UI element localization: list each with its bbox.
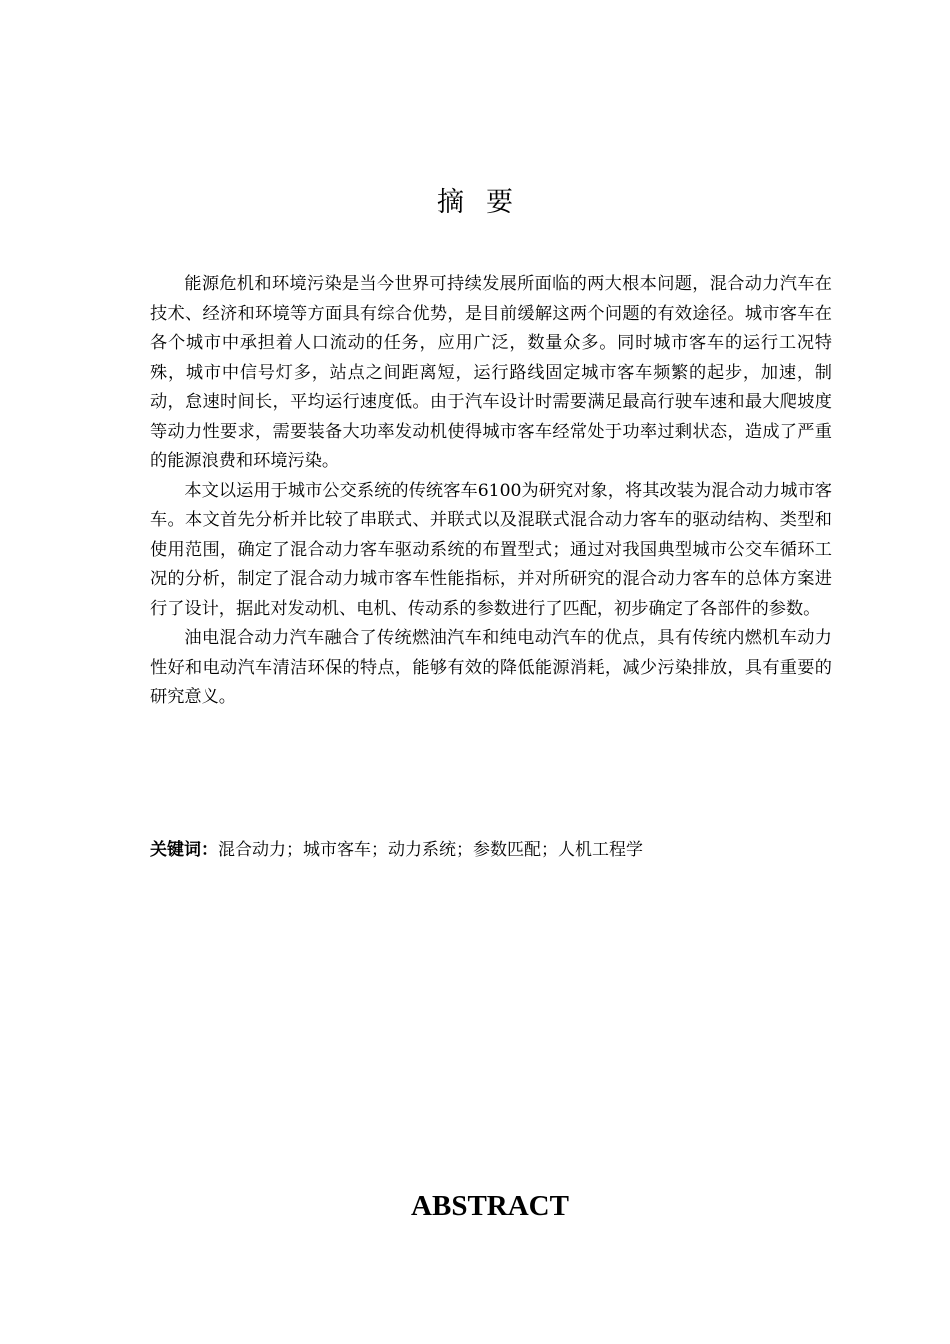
abstract-paragraph-1: 能源危机和环境污染是当今世界可持续发展所面临的两大根本问题，混合动力汽车在技术、经济和环境等方面具有综合优势，是目前缓解这两个问题的有效途径。城市客车在各个城市中承担着人口流动的任务，应用广泛，数量众多。同时城市客车的运行工况特殊，城市中信号灯多，站点之间距离短，运行路线固定城市客车频繁的起步，加速，制动，怠速时间长，平均运行速度低。由于汽车设计时需要满足最高行驶车速和最大爬坡度等动力性要求，需要装备大功率发动机使得城市客车经常处于功率过剩状态，造成了严重的能源浪费和环境污染。 [150,274,832,471]
abstract-en-title: ABSTRACT [411,1190,569,1222]
abstract-cn-body [150,270,832,713]
abstract-cn-title: 摘要 [437,187,535,218]
keywords-line [150,836,850,864]
abstract-paragraph-2: 本文以运用于城市公交系统的传统客车6100为研究对象，将其改装为混合动力城市客车。本文首先分析并比较了串联式、并联式以及混联式混合动力客车的驱动结构、类型和使用范围，确定了混合动力客车驱动系统的布置型式；通过对我国典型城市公交车循环工况的分析，制定了混合动力城市客车性能指标，并对所研究的混合动力客车的总体方案进行了设计，据此对发动机、电机、传动系的参数进行了匹配，初步确定了各部件的参数。 [150,480,832,619]
keywords-text: 混合动力；城市客车；动力系统；参数匹配；人机工程学 [218,840,643,860]
keywords-label: 关键词： [150,840,218,860]
abstract-paragraph-3: 油电混合动力汽车融合了传统燃油汽车和纯电动汽车的优点，具有传统内燃机车动力性好和电动汽车清洁环保的特点，能够有效的降低能源消耗，减少污染排放，具有重要的研究意义。 [150,628,832,707]
